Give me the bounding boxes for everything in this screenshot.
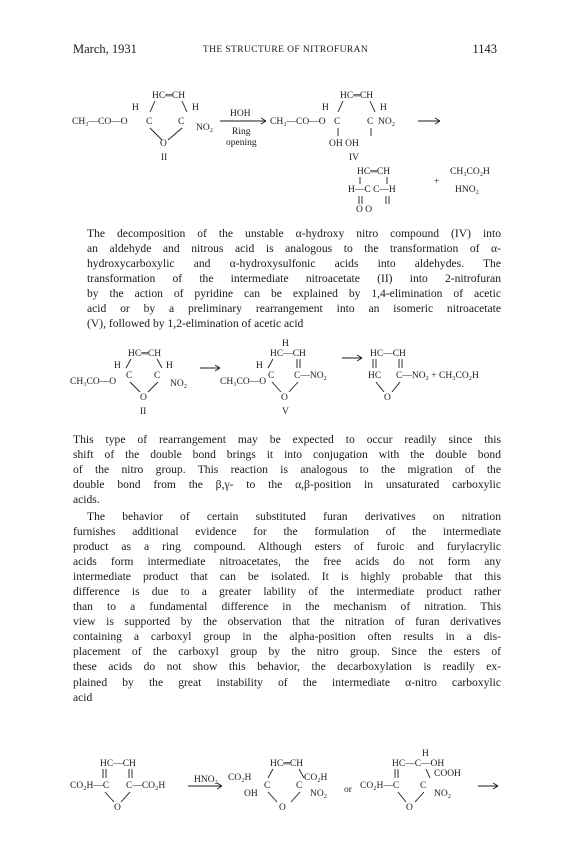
p3-line: difference is due to a greater lability of the intermediate product rather: [73, 585, 501, 599]
s3-int-co2h-left: CO₂H: [228, 773, 252, 783]
s2-v-top: HC—CH: [270, 349, 306, 359]
s3-furoic-o: O: [114, 803, 121, 813]
s1-prod-top: HC═CH: [357, 167, 391, 177]
p1-line: an aldehyde and nitrous acid is analogous to the transformation of α-: [87, 242, 501, 256]
s3-int-no2: NO₂: [310, 789, 328, 799]
s3-int-c-right: C: [296, 781, 303, 791]
p3-line: plained by the great instability of the intermediate α-nitro carboxylic: [73, 675, 501, 689]
s2-v-o: O: [281, 393, 288, 403]
page-number: 1143: [472, 42, 497, 56]
s2-prod-top: HC—CH: [370, 349, 406, 359]
p2-line: double bond from the β,γ- to the α,β-position in unsaturated carboxylic: [73, 478, 501, 492]
reaction-scheme-decarboxylation: [60, 748, 520, 838]
s2-v-c-left: C: [268, 371, 275, 381]
s2-ii-o: O: [140, 393, 147, 403]
s1-prod-acid: CH₃CO₂H: [450, 167, 490, 177]
s1-label-iv: IV: [349, 153, 360, 163]
s2-ii-no2: NO₂: [170, 379, 188, 389]
s1-iv-acetoxy: CH₃—CO—O: [270, 117, 326, 127]
p3-line: product as a ring compound. Although esters of furoic and furylacrylic: [73, 540, 501, 554]
header-date: March, 1931: [73, 42, 137, 56]
s1-iv-no2: NO₂: [378, 117, 396, 127]
s3-int-oh: OH: [244, 789, 258, 799]
s3-int-c-left: C: [264, 781, 271, 791]
p3-line: these acids do not show this behavior, the decarboxylation is readily ex-: [73, 660, 501, 674]
paragraph-1: [73, 226, 501, 331]
s2-ii-acetoxy: CH₃CO—O: [70, 377, 117, 387]
s2-v-c-no2: C—NO₂: [294, 371, 327, 381]
p3-line: furnishes additional evidence for the formulation of the intermediate: [73, 525, 501, 539]
s3-alt-cooh: COOH: [434, 769, 461, 779]
s1-prod-o: O O: [356, 205, 373, 215]
s3-furoic-right: C—CO₂H: [126, 781, 166, 791]
paragraph-3: [73, 509, 501, 705]
reaction-scheme-elimination: [60, 338, 520, 428]
s3-alt-no2: NO₂: [434, 789, 452, 799]
s1-plus: +: [434, 177, 440, 187]
p1-line: The decomposition of the unstable α-hydroxy nitro compound (IV) into: [87, 227, 501, 240]
s1-iv-h-left: H: [322, 103, 329, 113]
s2-v-h-left: H: [256, 361, 263, 371]
s3-int-o: O: [279, 803, 286, 813]
s2-v-acetoxy: CH₃CO—O: [220, 377, 267, 387]
p3-line: placement of the carboxyl group by the nitro group. Since the esters of: [73, 645, 501, 659]
p1-line: hydroxycarboxylic and α-hydroxysulfonic acids into aldehydes. The: [87, 257, 501, 271]
s1-c-left: C: [146, 117, 153, 127]
s2-prod-text: C—NO₂ + CH₃CO₂H: [396, 371, 479, 381]
p2-line: This type of rearrangement may be expected to occur readily since this: [73, 433, 501, 446]
s2-prod-o: O: [384, 393, 391, 403]
s1-iv-c-left: C: [334, 117, 341, 127]
s2-ii-c-left: C: [126, 371, 133, 381]
p3-line: acids form intermediate nitroacetates, the free acids do not form any: [73, 555, 501, 569]
reaction-scheme-ring-opening: [60, 88, 520, 228]
p3-line: intermediate product that can be isolated. It is highly probable that this: [73, 570, 501, 584]
s1-iv-oh: OH OH: [329, 139, 359, 149]
s1-h-left: H: [132, 103, 139, 113]
p3-line: The behavior of certain substituted furan derivatives on nitration: [87, 510, 501, 523]
s1-h-right: H: [192, 103, 199, 113]
p1-line: by the action of pyridine can be explained by 1,4-elimination of acetic: [87, 287, 501, 301]
s2-ii-top: HC═CH: [128, 349, 162, 359]
s2-label-v: V: [282, 407, 289, 417]
s3-alt-left: CO₂H—C: [360, 781, 400, 791]
p3-line: containing a carboxyl group in the alpha-position often results in a dis-: [73, 630, 501, 644]
p1-line: acid or by a preliminary rearrangement into an isomeric nitroacetate: [87, 302, 501, 316]
s2-ii-c-right: C: [154, 371, 161, 381]
p2-line: acids.: [73, 493, 100, 507]
s2-label-ii: II: [140, 407, 147, 417]
p3-line: acid: [73, 690, 93, 704]
p3-line: than to a fundamental difference in the mechanism of nitration. This: [73, 600, 501, 614]
s1-arrow-note-2: opening: [226, 138, 257, 148]
s3-int-top: HC═CH: [270, 759, 304, 769]
p1-line: transformation of the intermediate nitroacetate (II) into 2-nitrofuran: [87, 272, 501, 286]
s3-furoic-top: HC—CH: [100, 759, 136, 769]
p1-line: (V), followed by 1,2-elimination of acetic acid: [87, 317, 304, 331]
s1-reagent: HOH: [230, 109, 251, 119]
s1-acetoxy: CH₃—CO—O: [72, 117, 128, 127]
s1-arrow-note-1: Ring: [232, 127, 251, 137]
s2-prod-hc: HC: [368, 371, 382, 381]
running-title: THE STRUCTURE OF NITROFURAN: [202, 45, 369, 55]
paragraph-2: [73, 432, 501, 507]
p2-line: shift of the double bond brings it into conjugation with the double bond: [73, 448, 501, 462]
p3-line: view is supported by the observation that the nitration of furan derivatives: [73, 615, 501, 629]
s1-no2: NO₂: [196, 123, 214, 133]
s3-int-co2h-right: CO₂H: [304, 773, 328, 783]
s3-alt-h-top: H: [422, 749, 429, 759]
s3-reagent: HNO₂: [194, 775, 218, 785]
s1-iv-c-right: C: [367, 117, 374, 127]
s1-iv-h-right: H: [380, 103, 387, 113]
s1-prod-hno2: HNO₂: [455, 185, 479, 195]
s2-ii-h-right: H: [166, 361, 173, 371]
s1-furan-top: HC═CH: [152, 91, 186, 101]
s3-alt-c-right: C: [420, 781, 427, 791]
s2-v-h-top: H: [282, 339, 289, 349]
s1-ring-o: O: [160, 139, 167, 149]
p2-line: of the nitro group. This reaction is analogous to the migration of the: [73, 463, 501, 477]
s1-iv-top: HC═CH: [340, 91, 374, 101]
s3-alt-top: HC—C—OH: [392, 759, 445, 769]
s2-ii-h-left: H: [114, 361, 121, 371]
s3-alt-o: O: [406, 803, 413, 813]
s1-label-ii: II: [161, 153, 168, 163]
s3-furoic-left: CO₂H—C: [70, 781, 110, 791]
s1-prod-mid: H—C C—H: [348, 185, 396, 195]
s1-c-right: C: [178, 117, 185, 127]
s3-or: or: [344, 785, 352, 795]
